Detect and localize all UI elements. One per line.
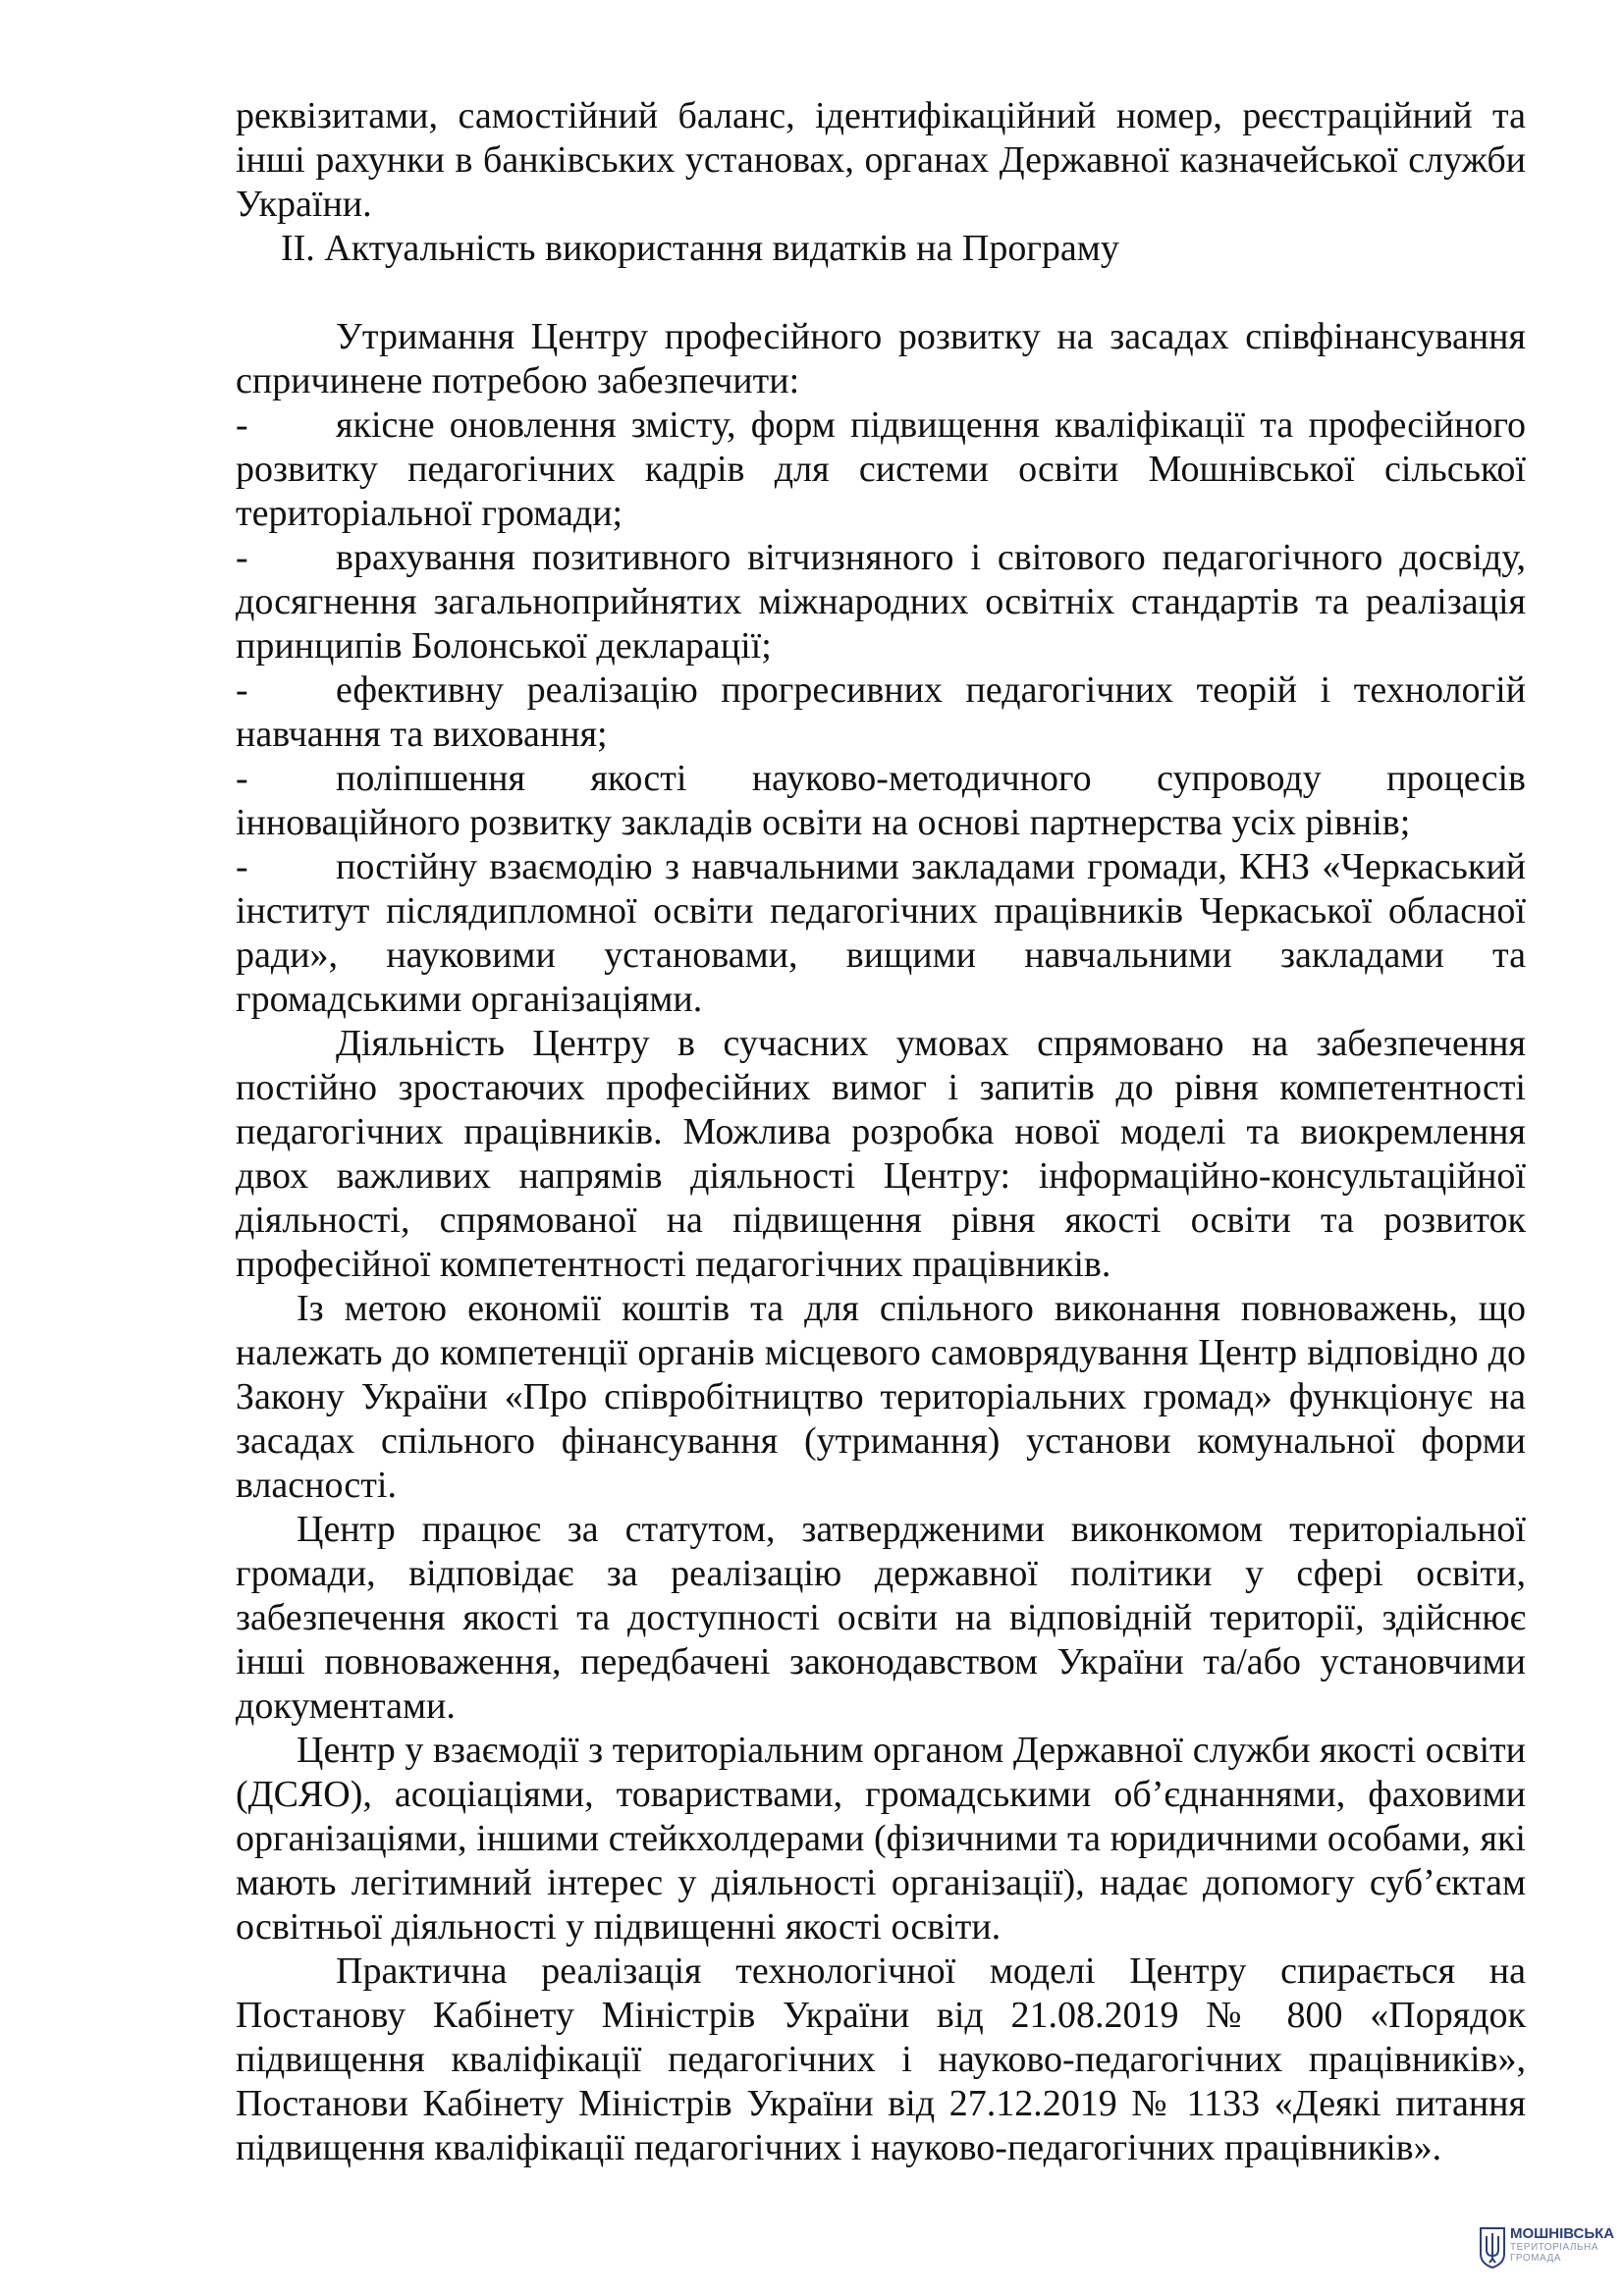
list-item <box>236 536 1526 668</box>
list-item-text: якісне оновлення змісту, форм підвищення кваліфікації та професійного розвитку педагогічних кадрів для системи освіти Мошнівської сільської територіальної громади; <box>236 404 1526 534</box>
trident-coat-of-arms-icon <box>1479 2226 1506 2269</box>
spacer <box>236 271 1526 315</box>
list-dash: - <box>236 846 248 887</box>
list-item-text: врахування позитивного вітчизняного і світового педагогічного досвіду, досягнення загальноприйнятих міжнародних освітніх стандартів та реалізація принципів Болонської декларації; <box>236 537 1526 667</box>
list-item <box>236 668 1526 757</box>
list-dash: - <box>236 758 248 799</box>
section-heading: ІІ. Актуальність використання видатків на Програму <box>281 228 1119 269</box>
logo-text <box>1510 2226 1614 2264</box>
logo-title: МОШНІВСЬКА <box>1510 2225 1615 2242</box>
list-item <box>236 403 1526 536</box>
list-dash: - <box>236 669 248 711</box>
community-logo <box>1479 2226 1616 2275</box>
paragraph-cooperation: Центр у взаємодії з територіальним органом Державної служби якості освіти (ДСЯО), асоціаціями, товариствами, громадськими об’єднаннями, фаховими організаціями, іншими стейкхолдерами (фізичними та юридичними особами, які мають легітимний інтерес у діяльності організації), надає допомогу суб’єктам освітньої діяльності у підвищенні якості освіти. <box>236 1730 1526 1948</box>
paragraph-statute: Центр працює за статутом, затвердженими виконкомом територіальної громади, відповідає за реалізацію державної політики у сфері освіти, забезпечення якості та доступності освіти на відповідній території, здійснює інші повноваження, передбачені законодавством України та/або установчими документами. <box>236 1509 1526 1727</box>
list-item <box>236 845 1526 1022</box>
list-dash: - <box>236 404 248 446</box>
paragraph-economy: Із метою економії коштів та для спільного виконання повноважень, що належать до компетенції органів місцевого самоврядування Центр відповідно до Закону України «Про співробітництво територіальних громад» функціонує на засадах спільного фінансування (утримання) установи комунальної форми власності. <box>236 1288 1526 1506</box>
logo-subtitle: ТЕРИТОРІАЛЬНА <box>1510 2242 1598 2253</box>
list-item <box>236 757 1526 845</box>
list-item-text: поліпшення якості науково-методичного супроводу процесів інноваційного розвитку закладів освіти на основі партнерства усіх рівнів; <box>236 758 1526 843</box>
list-item-text: ефективну реалізацію прогресивних педагогічних теорій і технологій навчання та виховання; <box>236 669 1526 755</box>
list-item-text: постійну взаємодію з навчальними закладами громади, КНЗ «Черкаський інститут післядипломної освіти педагогічних працівників Черкаської обласної ради», науковими установами, вищими навчальними закладами та громадськими організаціями. <box>236 846 1526 1020</box>
paragraph-requisites: реквізитами, самостійний баланс, ідентифікаційний номер, реєстраційний та інші рахунки в банківських установах, органах Державної казначейської служби України. <box>236 95 1526 225</box>
paragraph-intro: Утримання Центру професійного розвитку на засадах співфінансування спричинене потребою забезпечити: <box>236 316 1526 401</box>
paragraph-practical: Практична реалізація технологічної моделі Центру спирається на Постанову Кабінету Міністрів України від 21.08.2019 № 800 «Порядок підвищення кваліфікації педагогічних і науково-педагогічних працівників», Постанови Кабінету Міністрів України від 27.12.2019 № 1133 «Деякі питання підвищення кваліфікації педагогічних і науково-педагогічних працівників». <box>236 1950 1526 2168</box>
document-body <box>236 94 1526 2170</box>
paragraph-activity: Діяльність Центру в сучасних умовах спрямовано на забезпечення постійно зростаючих професійних вимог і запитів до рівня компетентності педагогічних працівників. Можлива розробка нової моделі та виокремлення двох важливих напрямів діяльності Центру: інформаційно-консультаційної діяльності, спрямованої на підвищення рівня якості освіти та розвиток професійної компетентності педагогічних працівників. <box>236 1023 1526 1285</box>
list-dash: - <box>236 537 248 578</box>
logo-subtitle: ГРОМАДА <box>1510 2253 1561 2264</box>
